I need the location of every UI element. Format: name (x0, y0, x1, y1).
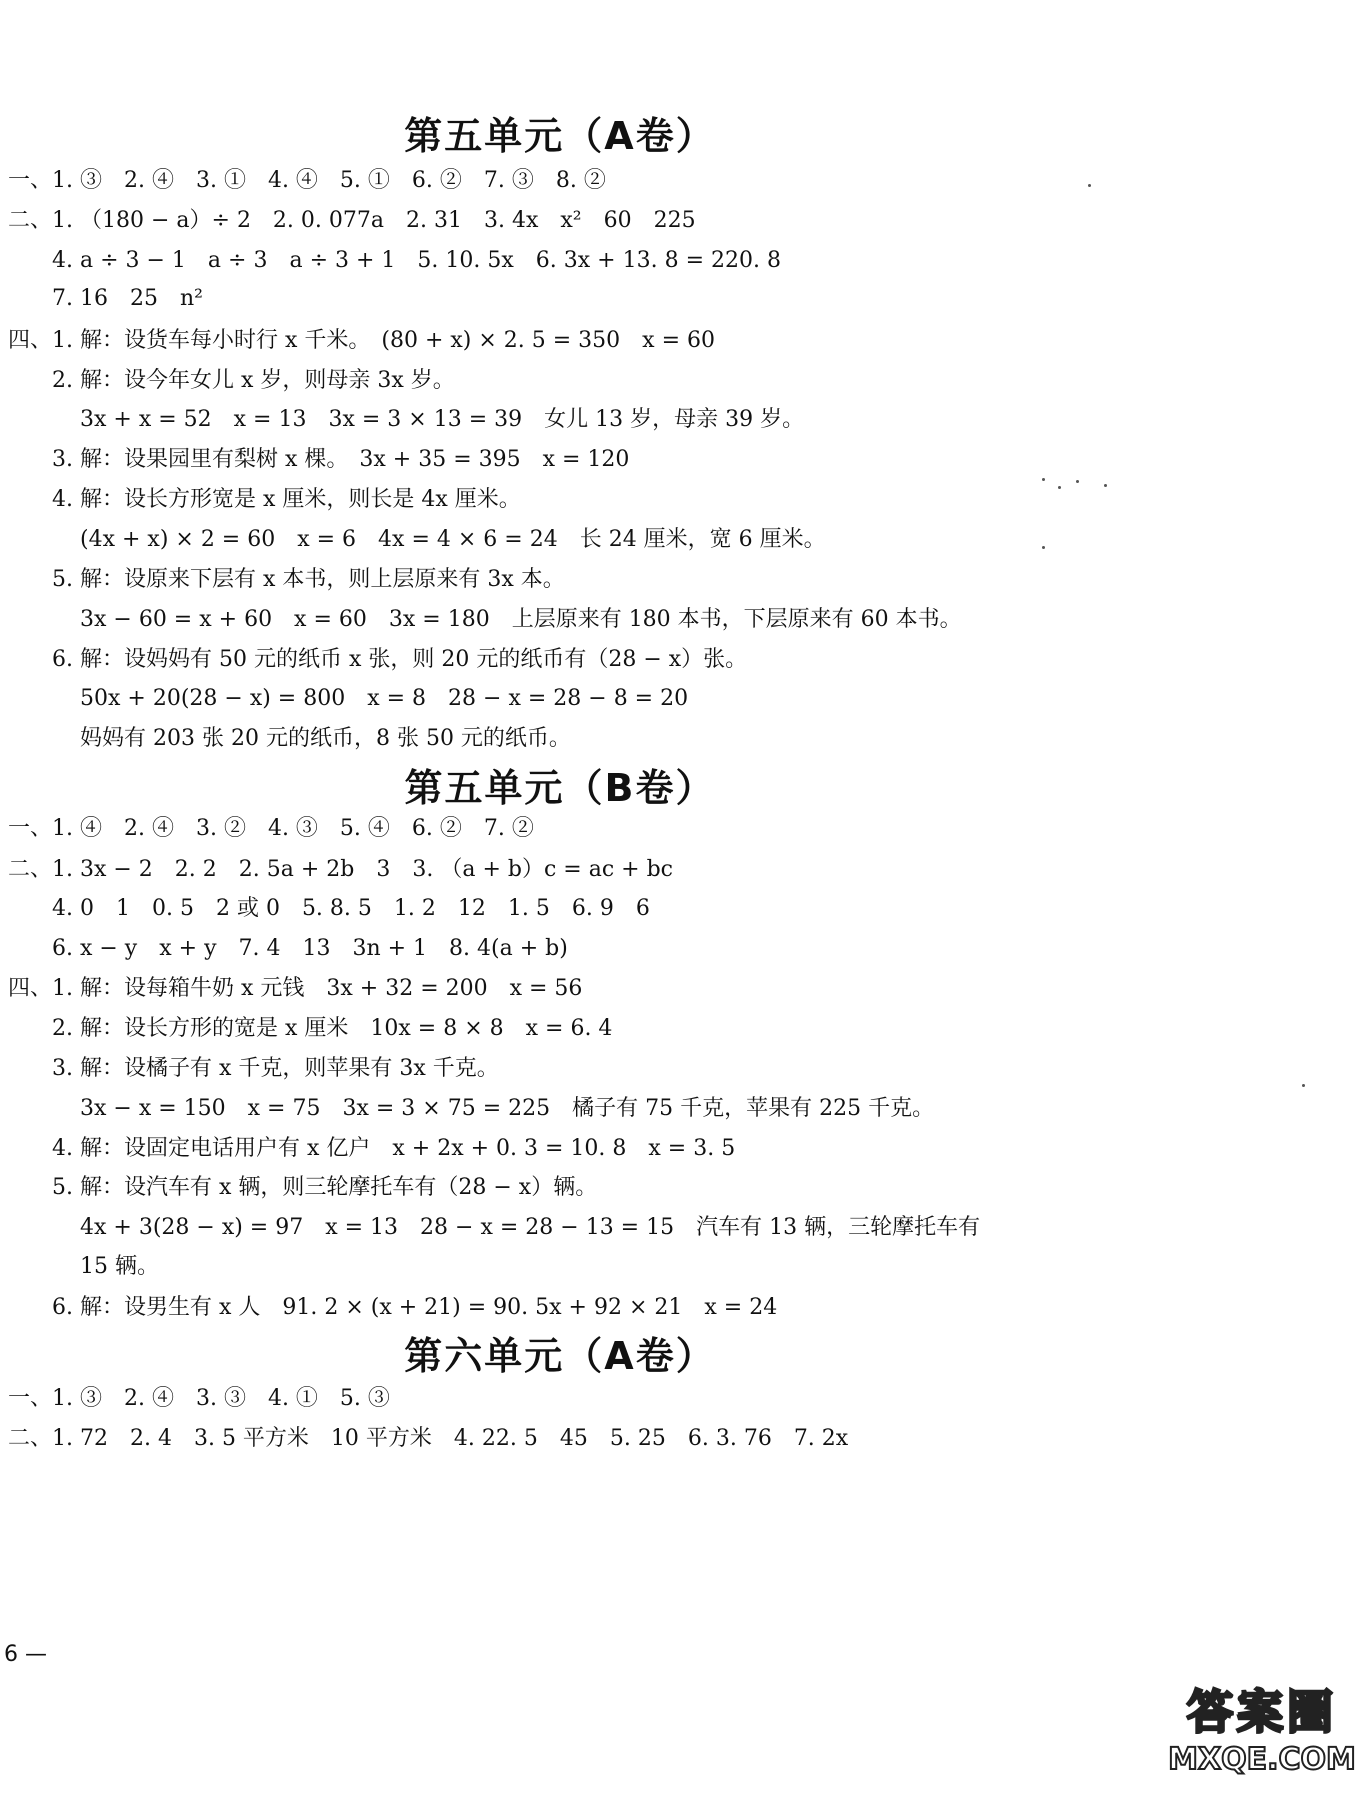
answer-line: 6. 解：设妈妈有 50 元的纸币 x 张，则 20 元的纸币有（28 − x）张。 (52, 647, 748, 672)
page-number: 6 — (4, 1642, 47, 1667)
answer-line: 4. 解：设固定电话用户有 x 亿户 x + 2x + 0. 3 = 10. 8 x = 3. 5 (52, 1136, 736, 1161)
scan-speck (1302, 1084, 1305, 1087)
scan-speck (1088, 184, 1091, 187)
answer-line: 3x − 60 = x + 60 x = 60 3x = 180 上层原来有 180 本书，下层原来有 60 本书。 (80, 607, 962, 632)
answer-line: 7. 16 25 n² (52, 286, 203, 311)
answer-line: 3. 解：设果园里有梨树 x 棵。 3x + 35 = 395 x = 120 (52, 447, 630, 472)
scan-speck (1076, 480, 1079, 483)
answer-line: 妈妈有 203 张 20 元的纸币，8 张 50 元的纸币。 (80, 726, 571, 751)
answer-line: 二、1. 72 2. 4 3. 5 平方米 10 平方米 4. 22. 5 45 5. 25 6. 3. 76 7. 2x (8, 1426, 849, 1451)
answer-line: 3x − x = 150 x = 75 3x = 3 × 75 = 225 橘子有 75 千克，苹果有 225 千克。 (80, 1096, 935, 1121)
answer-line: 4. a ÷ 3 − 1 a ÷ 3 a ÷ 3 + 1 5. 10. 5x 6. 3x + 13. 8 = 220. 8 (52, 248, 781, 273)
scan-speck (1104, 484, 1107, 487)
answer-line: 4x + 3(28 − x) = 97 x = 13 28 − x = 28 − 13 = 15 汽车有 13 辆，三轮摩托车有 (80, 1215, 981, 1240)
scan-speck (1042, 478, 1045, 481)
answer-line: 3. 解：设橘子有 x 千克，则苹果有 3x 千克。 (52, 1056, 499, 1081)
answer-line: 4. 解：设长方形宽是 x 厘米，则长是 4x 厘米。 (52, 487, 521, 512)
answer-line: 4. 0 1 0. 5 2 或 0 5. 8. 5 1. 2 12 1. 5 6. 9 6 (52, 896, 650, 921)
answer-line: 2. 解：设长方形的宽是 x 厘米 10x = 8 × 8 x = 6. 4 (52, 1016, 613, 1041)
scan-speck (1042, 546, 1045, 549)
section-title: 第六单元（A卷） (404, 1334, 716, 1378)
answer-line: 四、1. 解：设每箱牛奶 x 元钱 3x + 32 = 200 x = 56 (8, 976, 583, 1001)
answer-line: (4x + x) × 2 = 60 x = 6 4x = 4 × 6 = 24 长 24 厘米，宽 6 厘米。 (80, 527, 826, 552)
watermark-top-text: 答案圈 (1187, 1685, 1337, 1739)
answer-line: 5. 解：设原来下层有 x 本书，则上层原来有 3x 本。 (52, 567, 565, 592)
answer-line: 一、1. ③ 2. ④ 3. ① 4. ④ 5. ① 6. ② 7. ③ 8. ② (8, 168, 606, 193)
answer-line: 3x + x = 52 x = 13 3x = 3 × 13 = 39 女儿 13 岁，母亲 39 岁。 (80, 407, 805, 432)
answer-line: 6. 解：设男生有 x 人 91. 2 × (x + 21) = 90. 5x + 92 × 21 x = 24 (52, 1295, 778, 1320)
section-title: 第五单元（A卷） (404, 114, 716, 158)
watermark-bottom-text: MXQE.COM (1168, 1742, 1356, 1777)
section-title: 第五单元（B卷） (404, 766, 716, 810)
scan-speck (1058, 486, 1061, 489)
answer-line: 50x + 20(28 − x) = 800 x = 8 28 − x = 28 − 8 = 20 (80, 686, 689, 711)
answer-line: 一、1. ③ 2. ④ 3. ③ 4. ① 5. ③ (8, 1386, 390, 1411)
answer-line: 四、1. 解：设货车每小时行 x 千米。 (80 + x) × 2. 5 = 350 x = 60 (8, 328, 715, 353)
answer-line: 5. 解：设汽车有 x 辆，则三轮摩托车有（28 − x）辆。 (52, 1175, 598, 1200)
answer-line: 二、1. （180 − a）÷ 2 2. 0. 077a 2. 31 3. 4x x² 60 225 (8, 208, 696, 233)
watermark-logo (1162, 1684, 1362, 1794)
answer-line: 一、1. ④ 2. ④ 3. ② 4. ③ 5. ④ 6. ② 7. ② (8, 816, 534, 841)
answer-line: 15 辆。 (80, 1254, 159, 1279)
answer-line: 二、1. 3x − 2 2. 2 2. 5a + 2b 3 3. （a + b）c = ac + bc (8, 857, 673, 882)
answer-line: 2. 解：设今年女儿 x 岁，则母亲 3x 岁。 (52, 368, 455, 393)
answer-line: 6. x − y x + y 7. 4 13 3n + 1 8. 4(a + b) (52, 936, 568, 961)
